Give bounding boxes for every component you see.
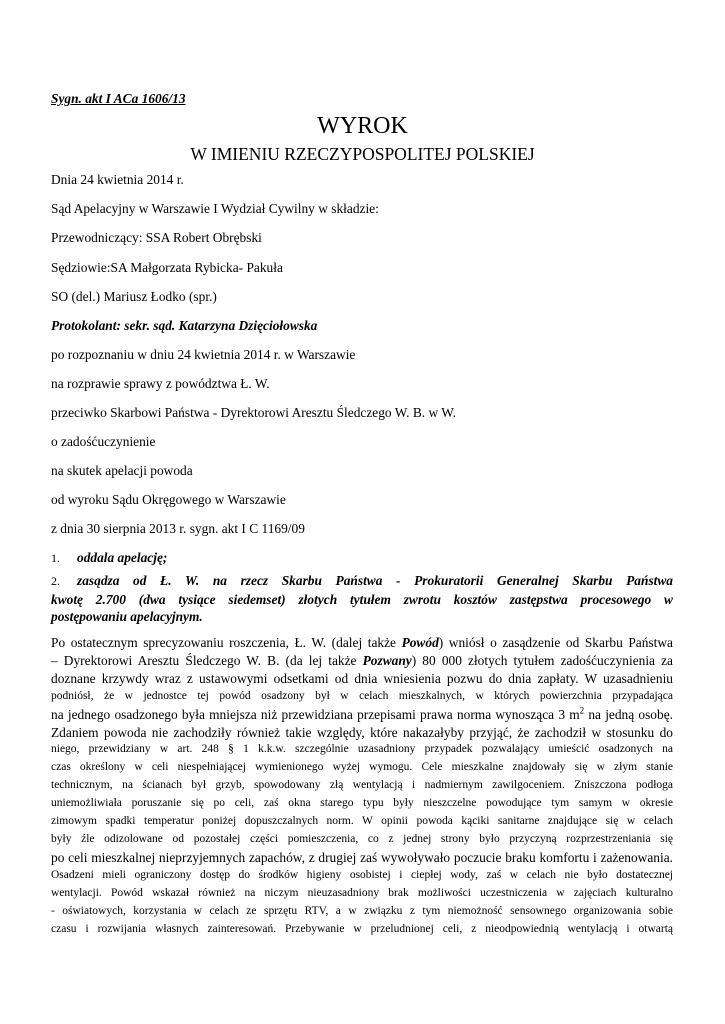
against-line: przeciwko Skarbowi Państwa - Dyrektorowi Aresztu Śledczego W. B. w W. — [51, 405, 456, 420]
paragraph-line: zimowym spadki temperatur poniżej dopuszczalnych norm. W opinii powoda kąciki sanitarne znajdujące się w celach — [51, 815, 673, 828]
paragraph-line: doznane krzywdy wraz z ustawowymi odsetkami od dnia wniesienia pozwu do dnia zapłaty. W uzasadnieniu — [51, 670, 673, 686]
verdict-item-2-number: 2. — [51, 574, 60, 588]
emphasis-defendant: Pozwany — [362, 652, 412, 668]
verdict-item-1 — [51, 550, 167, 566]
recorder-line: Protokolant: sekr. sąd. Katarzyna Dzięciołowska — [51, 318, 318, 333]
verdict-item-1-number: 1. — [51, 551, 60, 565]
paragraph-line: Zdaniem powoda nie zachodziły również takie względy, które nakazałyby przyjąć, że zachodził w stosunku do — [51, 724, 673, 740]
verdict-item-2-row: kwotę 2.700 (dwa tysiące siedemset) złotych tytułem zwrotu kosztów zastępstwa procesowego w — [51, 591, 673, 607]
paragraph-line: po celi mieszkalnej nieprzyjemnych zapachów, z drugiej zaś wywoływało poczucie braku komfortu i zażenowania. — [51, 849, 673, 865]
paragraph-line: Osadzeni mieli ograniczony dostęp do środków higieny osobistej i ciepłej wody, zaś w celach nie było dostatecznej — [51, 868, 673, 881]
paragraph-line: niego, przewidziany w art. 248 § 1 k.k.w. szczególnie uzasadniony przypadek pozwalający umieścić osadzonych na — [51, 743, 673, 756]
judges-line: Sędziowie:SA Małgorzata Rybicka- Pakuła — [51, 260, 283, 275]
case-of-line: na rozprawie sprawy z powództwa Ł. W. — [51, 376, 270, 391]
subject-line: o zadośćuczynienie — [51, 434, 156, 449]
verdict-subtitle: W IMIENIU RZECZYPOSPOLITEJ POLSKIEJ — [190, 144, 535, 164]
superscript-two: 2 — [579, 705, 585, 716]
paragraph-line: podniósł, że w jednostce tej powód osadzony był w celach mieszkalnych, w których powierzchnia przypadająca — [51, 689, 673, 702]
paragraph-line: technicznym, na ścianach był grzyb, spowodowany złą wentylacją i nadmiernym zawilgoceniem. Zniszczona podłoga — [51, 779, 673, 792]
verdict-item-1-text: oddala apelację; — [77, 550, 168, 565]
date-line: Dnia 24 kwietnia 2014 r. — [51, 172, 184, 187]
paragraph-line: - oświatowych, korzystania w celach ze sprzętu RTV, a w związku z tym niemożność sensownego organizowania sobie — [51, 904, 673, 917]
judge-second-line: SO (del.) Mariusz Łodko (spr.) — [51, 289, 217, 304]
paragraph-line: uniemożliwiała poruszanie się po celi, zaś okna starego typu były nieszczelne powodujące tym samym w okresie — [51, 797, 673, 810]
verdict-title: WYROK — [317, 113, 408, 139]
verdict-item-2-row: 2. zasądza od Ł. W. na rzecz Skarbu Państwa - Prokuratorii Generalnej Skarbu Państwa — [51, 572, 673, 591]
paragraph-line: czas określony w celi niespełniającej wymienionego wyżej wymogu. Cele mieszkalne znajdowały się w złym stanie — [51, 761, 673, 774]
from-ruling-line: od wyroku Sądu Okręgowego w Warszawie — [51, 492, 286, 507]
ruling-date-line: z dnia 30 sierpnia 2013 r. sygn. akt I C 1169/09 — [51, 521, 305, 536]
paragraph-line: Po ostatecznym sprecyzowaniu roszczenia, Ł. W. (dalej także Powód) wniósł o zasądzenie od Skarbu Państwa — [51, 635, 673, 650]
paragraph-line: – Dyrektorowi Aresztu Śledczego W. B. (da lej także Pozwany) 80 000 złotych tytułem zadośćuczynienia za — [51, 652, 674, 668]
paragraph-line: były źle odizolowane od pozostałej części pomieszczenia, co z jednej strony było przyczyną rozprzestrzeniania się — [51, 832, 673, 845]
paragraph-line: czasu i rozwijania własnych zainteresowań. Przebywanie w przeludnionej celi, z nieodpowiednią wentylacją i otwartą — [51, 922, 673, 935]
court-line: Sąd Apelacyjny w Warszawie I Wydział Cywilny w składzie: — [51, 201, 379, 216]
case-number: Sygn. akt I ACa 1606/13 — [51, 91, 186, 106]
appeal-line: na skutek apelacji powoda — [51, 463, 193, 478]
verdict-item-2 — [51, 572, 673, 626]
justification-paragraph — [51, 634, 673, 938]
hearing-line: po rozpoznaniu w dniu 24 kwietnia 2014 r. w Warszawie — [51, 347, 356, 362]
emphasis-plaintiff: Powód — [401, 635, 439, 650]
verdict-item-2-row: postępowaniu apelacyjnym. — [51, 609, 203, 625]
paragraph-line: wentylacji. Powód wskazał również na niczym nieuzasadniony brak możliwości uczestniczenia w zajęciach kulturalno — [51, 886, 673, 899]
paragraph-line: na jednego osadzonego była mniejsza niż przewidziana przepisami prawa norma wynosząca 3 $m^2$ na jedną osobę. — [51, 705, 673, 722]
presiding-judge-line: Przewodniczący: SSA Robert Obrębski — [51, 230, 262, 245]
